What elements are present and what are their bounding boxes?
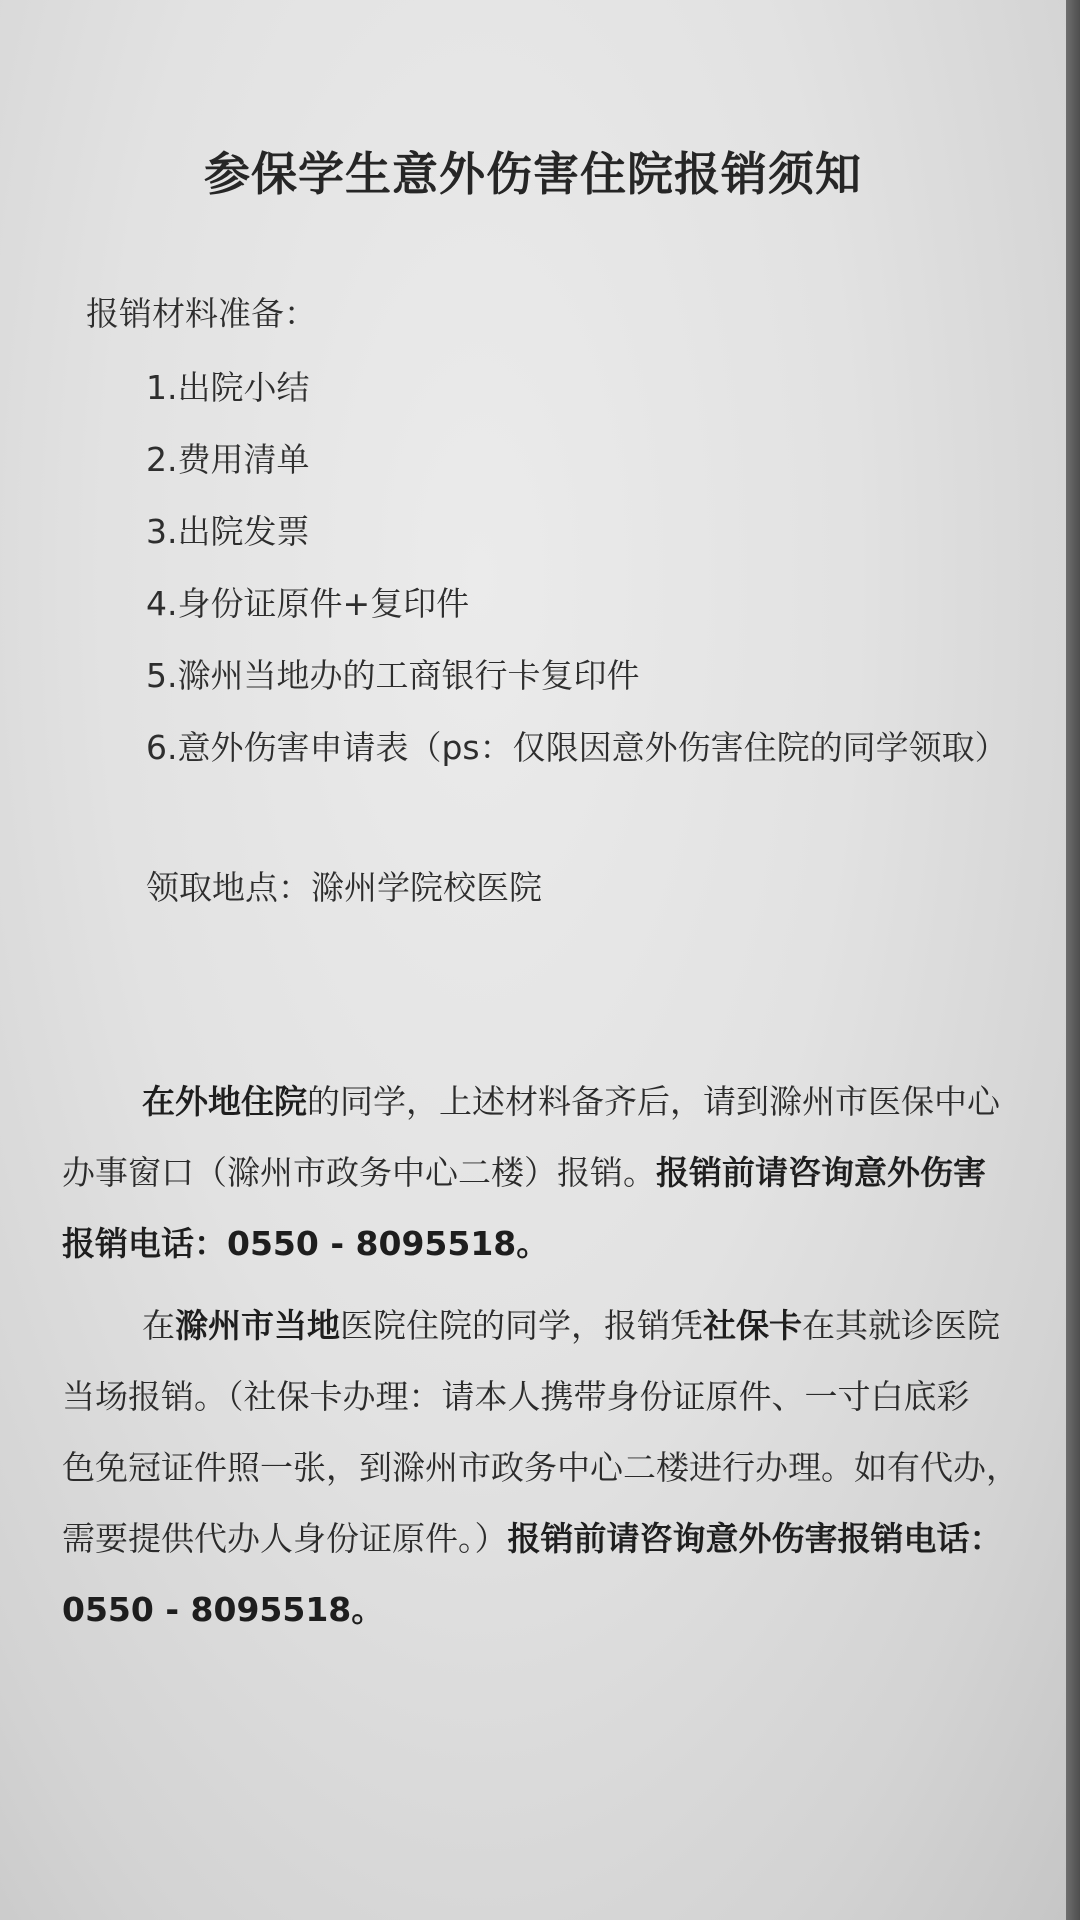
bold-text: 滁州市当地 bbox=[175, 1306, 340, 1345]
bold-text: 在外地住院 bbox=[142, 1082, 307, 1121]
phone-number: 0550 - 8095518。 bbox=[62, 1590, 385, 1629]
paragraph-line bbox=[62, 1208, 1052, 1279]
page-edge-shadow bbox=[1066, 0, 1080, 1920]
material-item: 3.出院发票 bbox=[146, 512, 310, 551]
pickup-location: 领取地点：滁州学院校医院 bbox=[146, 868, 542, 907]
material-item: 5.滁州当地办的工商银行卡复印件 bbox=[146, 656, 640, 695]
local-paragraph bbox=[62, 1290, 1052, 1645]
material-item: 4.身份证原件+复印件 bbox=[146, 584, 470, 623]
out-of-town-paragraph bbox=[62, 1066, 1052, 1279]
paragraph-line bbox=[62, 1066, 1052, 1137]
paragraph-text: 在其就诊医院 bbox=[802, 1306, 1000, 1345]
paragraph-line bbox=[62, 1290, 1052, 1361]
paragraph-line bbox=[62, 1137, 1052, 1208]
materials-label: 报销材料准备： bbox=[86, 294, 317, 333]
paragraph-text: 需要提供代办人身份证原件。） bbox=[62, 1519, 508, 1558]
paragraph-line: 色免冠证件照一张，到滁州市政务中心二楼进行办理。如有代办， bbox=[62, 1448, 1019, 1487]
paragraph-text: 的同学，上述材料备齐后，请到滁州市医保中心 bbox=[307, 1082, 1000, 1121]
bold-text: 报销前请咨询意外伤害 bbox=[656, 1153, 986, 1192]
bold-text: 报销前请咨询意外伤害报销电话： bbox=[507, 1519, 1003, 1558]
paragraph-line bbox=[62, 1503, 1052, 1574]
material-item: 6.意外伤害申请表（ps：仅限因意外伤害住院的同学领取） bbox=[146, 728, 1008, 767]
paragraph-text: 医院住院的同学，报销凭 bbox=[340, 1306, 703, 1345]
paragraph-text: 在 bbox=[142, 1306, 175, 1345]
paragraph-line: 当场报销。（社保卡办理：请本人携带身份证原件、一寸白底彩 bbox=[62, 1377, 970, 1416]
material-item: 1.出院小结 bbox=[146, 368, 310, 407]
paragraph-line bbox=[62, 1574, 1052, 1645]
phone-number: 报销电话：0550 - 8095518。 bbox=[62, 1224, 550, 1263]
bold-text: 社保卡 bbox=[703, 1306, 802, 1345]
paragraph-text: 办事窗口（滁州市政务中心二楼）报销。 bbox=[62, 1153, 656, 1192]
document-title: 参保学生意外伤害住院报销须知 bbox=[204, 147, 862, 201]
material-item: 2.费用清单 bbox=[146, 440, 310, 479]
